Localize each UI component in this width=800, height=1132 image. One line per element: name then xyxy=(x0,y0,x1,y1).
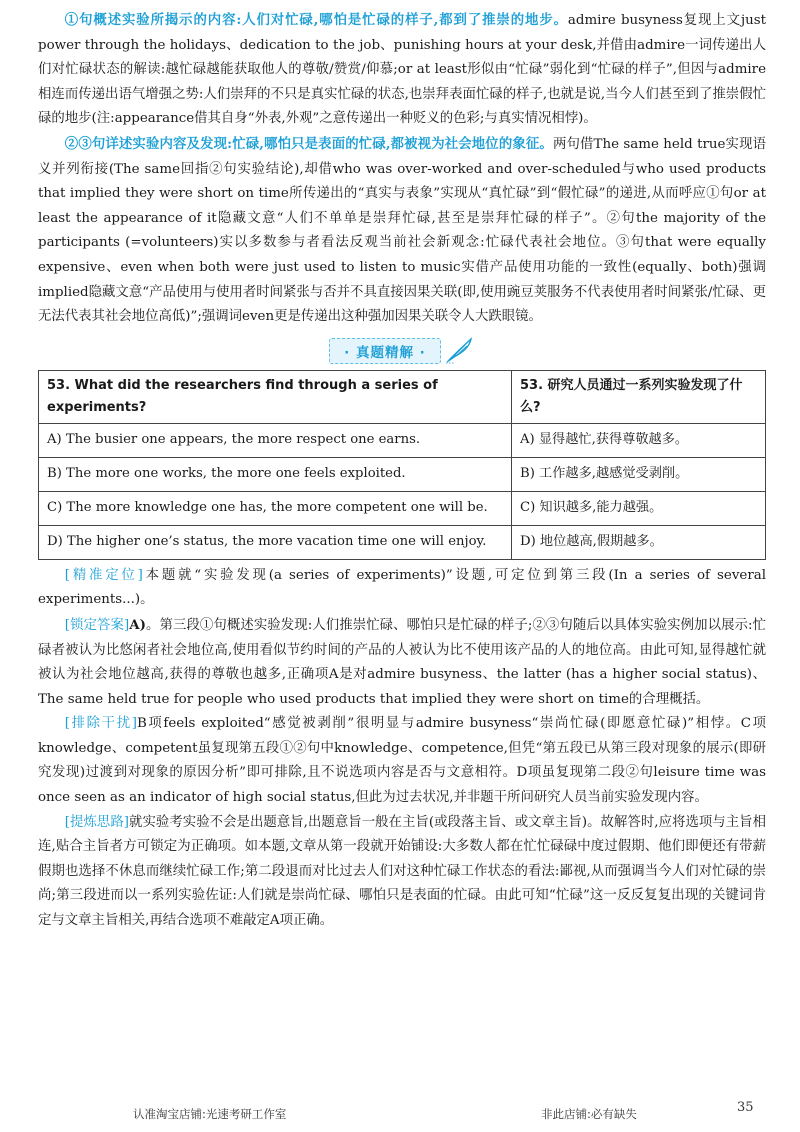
locate-paragraph xyxy=(38,564,766,613)
exclude-tag: [排除干扰] xyxy=(64,716,137,732)
paragraph-2-lead: ②③句详述实验内容及发现:忙碌,哪怕只是表面的忙碌,都被视为社会地位的象征。 xyxy=(64,135,553,152)
footer-shop-note: 认准淘宝店铺:光速考研工作室 xyxy=(133,1107,287,1121)
option-a-chinese: A) 显得越忙,获得尊敬越多。 xyxy=(512,423,766,457)
option-c-english: C) The more knowledge one has, the more competent one will be. xyxy=(39,491,512,525)
refine-paragraph xyxy=(38,811,766,934)
refine-tag: [提炼思路] xyxy=(64,814,130,830)
paragraph-analysis-1 xyxy=(38,8,766,132)
page-footer xyxy=(0,1100,800,1124)
option-b-chinese: B) 工作越多,越感觉受剥削。 xyxy=(512,457,766,491)
option-b-english: B) The more one works, the more one feels exploited. xyxy=(39,457,512,491)
banner-label: · 真题精解 · xyxy=(329,338,441,364)
refine-text: 就实验考实验不会是出题意旨,出题意旨一般在主旨(或段落主旨、或文章主旨)。故解答时,应将选项与主旨相连,贴合主旨者方可锁定为正确项。如本题,文章从第一段就开始铺设:大多数人都在忙忙碌碌中度过假期、他们即便还有带薪假期也选择不休息而继续忙碌工作;第二段退而对比过去人们对这种忙碌工作状态的看法:鄙视,从而强调当今人们对忙碌的崇尚;第三段进而以一系列实验佐证:人们就是崇尚忙碌、哪怕只是表面的忙碌。由此可知“忙碌”这一反反复复出现的关键词肯定与文章主旨相关,再结合选项不难敲定A项正确。 xyxy=(38,814,766,929)
paragraph-2-body: 两句借The same held true实现语义并列衔接(The same回指②句实验结论),却借who was over-worked and over-scheduled与who used products that implied they were short on time所传递出的“真实与表象”实现从“真忙碌”到“假忙碌”的递进,从而呼应①句or at least the appearance of it隐藏文意“人们不单单是崇拜忙碌,甚至是崇拜忙碌的样子”。②句the majority of the participants (=volunteers)实以多数参与者看法反观当前社会新观念:忙碌代表社会地位。③句that were equally expensive、even when both were just used to listen to music实借产品使用功能的一致性(equally、both)强调implied隐藏文意“产品使用与使用者时间紧张与否并不具直接因果关联(即,使用豌豆荚服务不代表使用者时间紧张/忙碌、更无法代表其社会地位高低)”;强调词even更是传递出这种强加因果关联令人大跌眼镜。 xyxy=(38,136,766,325)
exclude-paragraph xyxy=(38,712,766,810)
locate-text: 本题就“实验发现(a series of experiments)”设题,可定位到第三段(In a series of several experiments...)。 xyxy=(38,567,767,608)
paragraph-analysis-2 xyxy=(38,132,766,330)
option-row-c xyxy=(39,491,766,525)
question-chinese: 53. 研究人员通过一系列实验发现了什么? xyxy=(512,370,766,423)
question-row xyxy=(39,370,766,423)
answer-tag: [锁定答案] xyxy=(64,617,130,633)
paragraph-1-lead: ①句概述实验所揭示的内容:人们对忙碌,哪怕是忙碌的样子,都到了推崇的地步。 xyxy=(64,12,568,28)
question-table xyxy=(38,370,766,560)
option-row-d xyxy=(39,525,766,559)
option-c-chinese: C) 知识越多,能力越强。 xyxy=(512,491,766,525)
answer-paragraph xyxy=(38,613,766,712)
option-d-chinese: D) 地位越高,假期越多。 xyxy=(512,525,766,559)
option-d-english: D) The higher one’s status, the more vacation time one will enjoy. xyxy=(39,525,512,559)
answer-text: 。第三段①句概述实验发现:人们推崇忙碌、哪怕只是忙碌的样子;②③句随后以具体实验实例加以展示:忙碌者被认为比悠闲者社会地位高,使用看似节约时间的产品的人被认为比不使用该产品的人的地位高。由此可知,显得越忙就被认为社会地位越高,获得的尊敬也越多,正确项A是对admire busyness、the latter (has a higher social status)、The same held true for people who used products that implied they were short on time的合理概括。 xyxy=(38,617,766,707)
option-a-english: A) The busier one appears, the more respect one earns. xyxy=(39,423,512,457)
option-row-b xyxy=(39,457,766,491)
footer-warning: 非此店铺:必有缺失 xyxy=(541,1107,637,1121)
question-english: 53. What did the researchers find through a series of experiments? xyxy=(39,370,512,423)
section-banner xyxy=(38,332,766,370)
analysis-section xyxy=(38,564,766,934)
paragraph-1-body: admire busyness复现上文just power through the holidays、dedication to the job、punishing hours at your desk,并借由admire一词传递出人们对忙碌状态的解读:越忙碌越能获取他人的尊敬/赞赏/仰慕;or at least形似由“忙碌”弱化到“忙碌的样子”,但因与admire相连而传递出语气增强之势:人们崇拜的不只是真实忙碌的状态,也崇拜表面忙碌的样子,也就是说,当今人们甚至到了推崇假忙碌的地步(注:appearance借其自身“外表,外观”之意传递出一种贬义的色彩;与真实情况相悖)。 xyxy=(38,13,767,127)
quill-pen-icon xyxy=(445,336,475,368)
option-row-a xyxy=(39,423,766,457)
page-number: 35 xyxy=(737,1100,754,1115)
answer-letter: A) xyxy=(129,616,146,633)
exclude-text: B项feels exploited“感觉被剥削”很明显与admire busyness“崇尚忙碌(即愿意忙碌)”相悖。C项knowledge、competent虽复现第五段①②句中knowledge、competence,但凭“第五段已从第三段对现象的展示(即研究发现)过渡到对现象的原因分析”即可排除,且不说选项内容是否与文意相符。D项虽复现第二段②句leisure time was once seen as an indicator of high social status,但此为过去状况,并非题干所问研究人员当前实验发现内容。 xyxy=(38,716,766,806)
page-content xyxy=(38,8,766,934)
locate-tag: [精准定位] xyxy=(64,567,143,583)
